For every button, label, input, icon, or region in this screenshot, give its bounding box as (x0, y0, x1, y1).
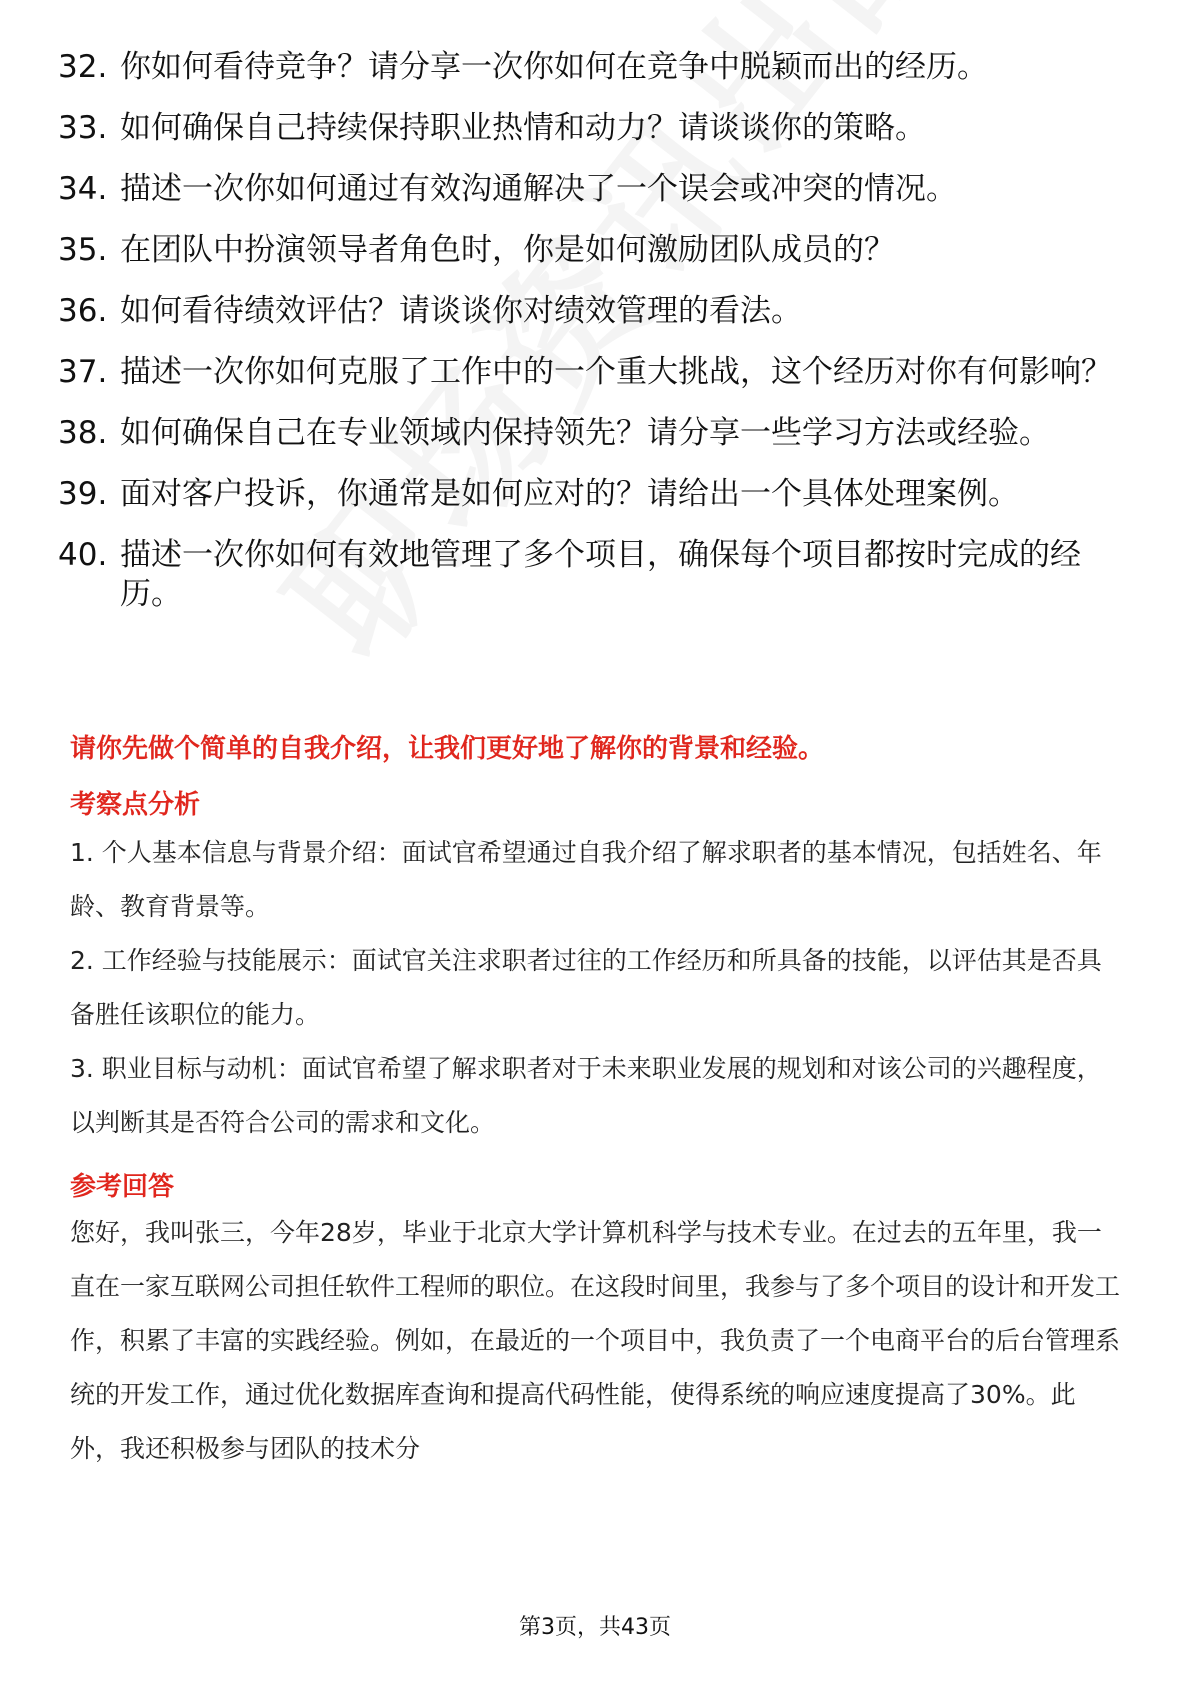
analysis-point: 2. 工作经验与技能展示：面试官关注求职者过往的工作经历和所具备的技能，以评估其是否具备胜任该职位的能力。 (70, 946, 1102, 1029)
question-number: 34. (58, 171, 108, 207)
answer-text: 您好，我叫张三，今年28岁，毕业于北京大学计算机科学与技术专业。在过去的五年里，我一直在一家互联网公司担任软件工程师的职位。在这段时间里，我参与了多个项目的设计和开发工作，积累了丰富的实践经验。例如，在最近的一个项目中，我负责了一个电商平台的后台管理系统的开发工作，通过优化数据库查询和提高代码性能，使得系统的响应速度提高了30%。此外，我还积极参与团队的技术分 (70, 1218, 1121, 1463)
analysis-heading: 考察点分析 (70, 790, 201, 820)
question-item (58, 475, 1118, 514)
question-number: 32. (58, 49, 108, 85)
question-item (58, 292, 1118, 331)
question-number: 37. (58, 354, 108, 390)
question-text: 在团队中扮演领导者角色时，你是如何激励团队成员的？ (120, 232, 895, 268)
question-item (58, 231, 1118, 270)
question-text: 如何确保自己持续保持职业热情和动力？请谈谈你的策略。 (120, 110, 926, 146)
question-text: 如何确保自己在专业领域内保持领先？请分享一些学习方法或经验。 (120, 415, 1050, 451)
analysis-point: 1. 个人基本信息与背景介绍：面试官希望通过自我介绍了解求职者的基本情况，包括姓名、年龄、教育背景等。 (70, 838, 1102, 921)
question-number: 39. (58, 476, 108, 512)
question-text: 你如何看待竞争？请分享一次你如何在竞争中脱颖而出的经历。 (120, 49, 988, 85)
question-number: 33. (58, 110, 108, 146)
question-list (58, 48, 1118, 636)
question-number: 36. (58, 293, 108, 329)
question-number: 40. (58, 537, 108, 573)
question-text: 描述一次你如何有效地管理了多个项目，确保每个项目都按时完成的经历。 (120, 537, 1081, 612)
question-title: 请你先做个简单的自我介绍，让我们更好地了解你的背景和经验。 (70, 734, 825, 764)
analysis-points (70, 826, 1120, 1150)
analysis-point: 3. 职业目标与动机：面试官希望了解求职者对于未来职业发展的规划和对该公司的兴趣程度，以判断其是否符合公司的需求和文化。 (70, 1054, 1102, 1137)
question-text: 面对客户投诉，你通常是如何应对的？请给出一个具体处理案例。 (120, 476, 1019, 512)
question-text: 如何看待绩效评估？请谈谈你对绩效管理的看法。 (120, 293, 802, 329)
page-footer: 第3页，共43页 (519, 1615, 671, 1640)
answer-heading: 参考回答 (70, 1172, 175, 1202)
question-item (58, 353, 1118, 392)
question-item (58, 170, 1118, 209)
question-item (58, 109, 1118, 148)
question-number: 35. (58, 232, 108, 268)
question-text: 描述一次你如何克服了工作中的一个重大挑战，这个经历对你有何影响？ (120, 354, 1112, 390)
question-item (58, 414, 1118, 453)
question-item (58, 48, 1118, 87)
question-item (58, 536, 1118, 614)
question-number: 38. (58, 415, 108, 451)
question-text: 描述一次你如何通过有效沟通解决了一个误会或冲突的情况。 (120, 171, 957, 207)
